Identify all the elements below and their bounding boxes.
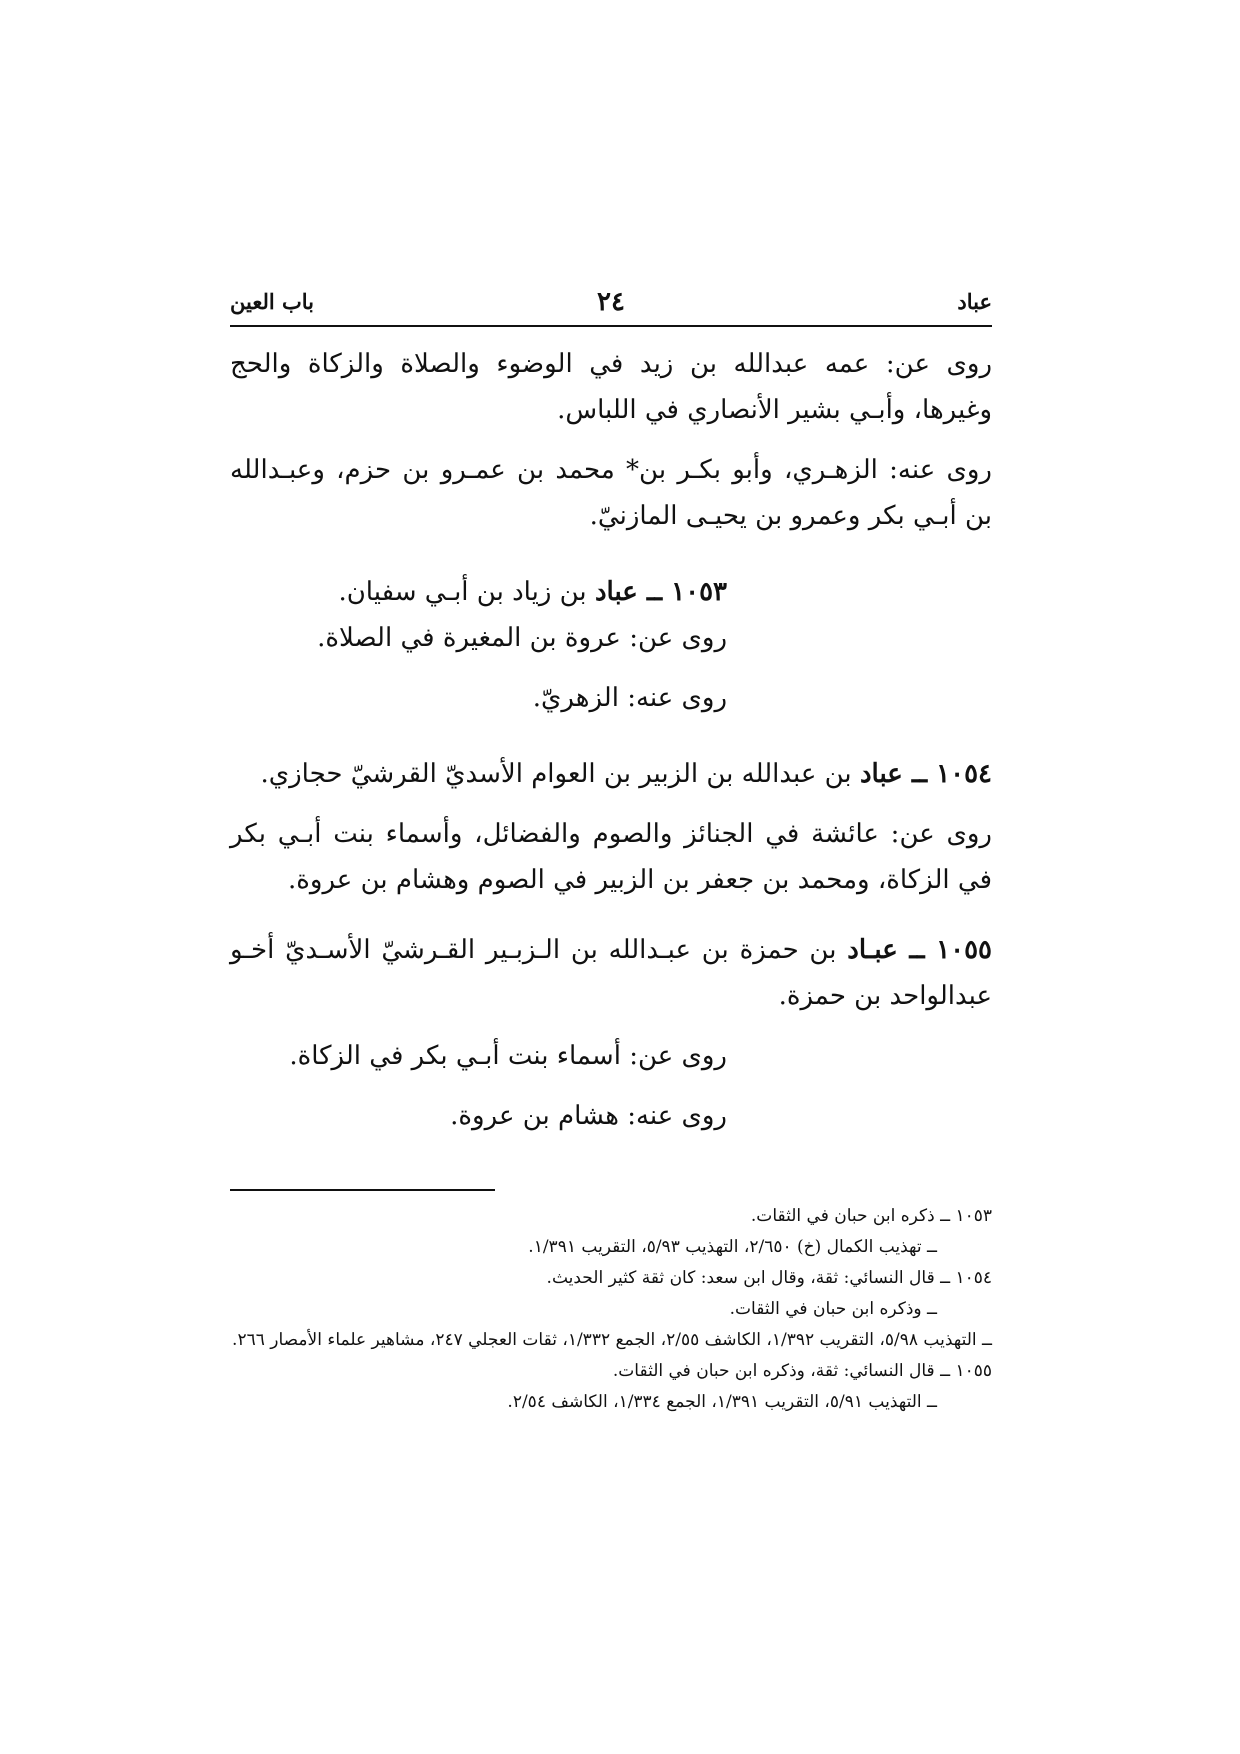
footnote-1055-a: ١٠٥٥ ــ قال النسائي: ثقة، وذكره ابن حبان في الثقات.: [612, 1361, 992, 1381]
footnote-1053-b: ــ تهذيب الكمال (خ) ٢/٦٥٠، التهذيب ٥/٩٣، التقريب ١/٣٩١.: [528, 1237, 937, 1257]
entry-dash: ــ: [902, 759, 937, 789]
entry-1055-narrated-by: روى عنه: هشام بن عروة.: [450, 1101, 727, 1131]
narrated-by-paragraph: روى عنه: الزهـري، وأبو بكـر بن* محمد بن عمـرو بن حزم، وعبـدالله بن أبـي بكر وعمرو بن يحيـى المازنيّ.: [230, 455, 992, 531]
footnote-1054-a: ١٠٥٤ ــ قال النسائي: ثقة، وقال ابن سعد: كان ثقة كثير الحديث.: [546, 1268, 992, 1288]
entry-name: عباد: [859, 759, 903, 789]
entry-dash: ــ: [897, 935, 937, 965]
footnote-separator: [230, 1189, 495, 1191]
entry-1053-narrated-by: روى عنه: الزهريّ.: [532, 683, 727, 713]
entry-lineage: بن حمزة بن عبـدالله بن الـزبـير القـرشيّ الأسـديّ أخـو عبدالواحد بن حمزة.: [230, 935, 992, 1011]
footnote-1054-b: ــ وذكره ابن حبان في الثقات.: [729, 1299, 937, 1319]
entry-dash: ــ: [637, 577, 672, 607]
footnote-1054-c: ــ التهذيب ٥/٩٨، التقريب ١/٣٩٢، الكاشف ٢/٥٥، الجمع ١/٣٣٢، ثقات العجلي ٢٤٧، مشاهير علماء الأمصار ٢٦٦.: [232, 1330, 992, 1350]
footnote-1053-a: ١٠٥٣ ــ ذكره ابن حبان في الثقات.: [750, 1206, 992, 1226]
entry-lineage: بن زياد بن أبـي سفيان.: [338, 577, 595, 607]
entry-1054-narrated-from: روى عن: عائشة في الجنائز والصوم والفضائل، وأسماء بنت أبـي بكر في الزكاة، ومحمد بن جعفر بن الزبير في الصوم وهشام بن عروة.: [230, 819, 992, 895]
entry-lineage: بن عبدالله بن الزبير بن العوام الأسديّ القرشيّ حجازي.: [260, 759, 860, 789]
entry-number: ١٠٥٣: [671, 577, 727, 607]
entry-1053-narrated-from: روى عن: عروة بن المغيرة في الصلاة.: [317, 623, 727, 653]
running-title-left: باب العين: [230, 289, 315, 314]
entry-name: عباد: [594, 577, 638, 607]
entry-name: عبـاد: [847, 935, 898, 965]
entry-1054-heading: [230, 751, 992, 797]
running-title-right: عباد: [957, 289, 992, 314]
entry-1055-heading: [230, 927, 992, 1019]
entry-number: ١٠٥٤: [936, 759, 992, 789]
book-page: [230, 285, 992, 1418]
entry-1053-heading: [230, 569, 992, 615]
narrated-from-paragraph: روى عن: عمه عبدالله بن زيد في الوضوء والصلاة والزكاة والحج وغيرها، وأبـي بشير الأنصاري في اللباس.: [230, 349, 992, 425]
footnote-1055-b: ــ التهذيب ٥/٩١، التقريب ١/٣٩١، الجمع ١/٣٣٤، الكاشف ٢/٥٤.: [507, 1392, 937, 1412]
running-header: [230, 285, 992, 327]
entry-1055-narrated-from: روى عن: أسماء بنت أبـي بكر في الزكاة.: [289, 1041, 727, 1071]
footnotes: [230, 1201, 992, 1418]
entry-number: ١٠٥٥: [936, 935, 992, 965]
page-number: ٢٤: [597, 287, 625, 317]
